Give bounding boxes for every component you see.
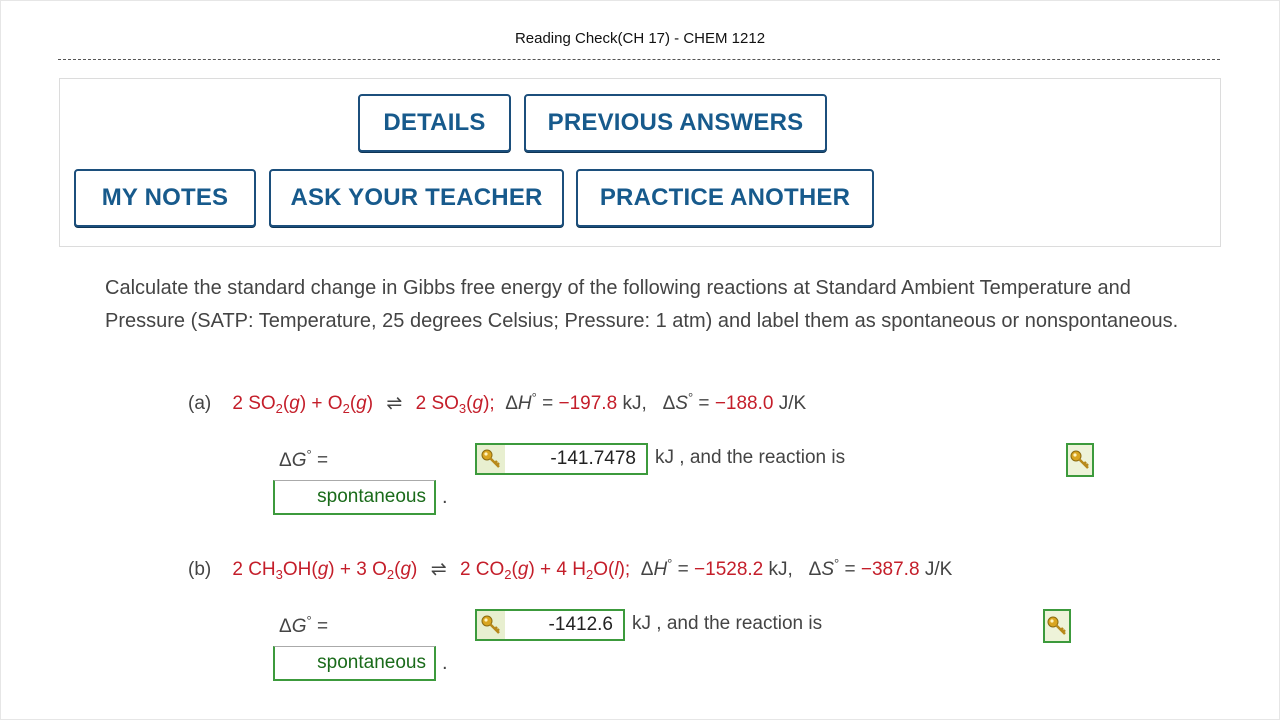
part-b-answer-field[interactable]: [475, 609, 625, 641]
equilibrium-arrow-icon: ⇌: [430, 559, 447, 580]
key-icon: [477, 445, 505, 473]
part-b-reaction: (b) 2 $CH_3OH(g) + 3$ $O_2(g)$ ⇌ 2 $CO_2(g) + 4$ $H_2O(l)$; ΔH° = −1528.2 kJ, ΔS° = −387.8 J/K: [188, 556, 953, 582]
part-a-dh-unit: kJ,: [622, 393, 647, 414]
part-a-ds-value: −188.0: [714, 393, 774, 414]
assignment-header: [0, 30, 1280, 48]
part-b-label: (b): [188, 559, 212, 580]
details-button[interactable]: DETAILS: [358, 94, 511, 152]
part-b-dh-unit: kJ,: [768, 559, 793, 580]
key-icon: [1043, 609, 1071, 643]
practice-another-button[interactable]: PRACTICE ANOTHER: [576, 169, 874, 227]
part-a-dg-label: ΔG° =: [279, 447, 329, 471]
assignment-title: Reading Check: [514, 30, 618, 47]
part-b-ds-unit: J/K: [924, 559, 953, 580]
part-b-dg-label: ΔG° =: [279, 613, 329, 637]
part-a-label: (a): [188, 393, 212, 414]
part-a-period: .: [442, 486, 448, 508]
part-a-spontaneity-select[interactable]: [273, 480, 436, 515]
part-a-answer-field[interactable]: [475, 443, 648, 475]
key-icon: [1066, 443, 1094, 477]
part-a-reaction: (a) 2 $SO_2(g) + O_2(g)$ ⇌ 2 $SO_3(g)$; ΔH° = −197.8 kJ, ΔS° = −188.0 J/K: [188, 390, 807, 416]
part-a-answer-unit: kJ , and the reaction is: [655, 447, 846, 468]
header-divider: [58, 59, 1220, 60]
equilibrium-arrow-icon: ⇌: [386, 393, 403, 414]
part-a-ds-unit: J/K: [778, 393, 807, 414]
key-icon: [477, 611, 505, 639]
previous-answers-button[interactable]: PREVIOUS ANSWERS: [524, 94, 827, 152]
part-b-ds-value: −387.8: [860, 559, 920, 580]
part-b-dh-value: −1528.2: [694, 559, 764, 580]
question-toolbar: [59, 78, 1221, 247]
part-b-answer-value: -1412.6: [548, 614, 613, 635]
ask-your-teacher-button[interactable]: ASK YOUR TEACHER: [269, 169, 564, 227]
part-b-answer-unit: kJ , and the reaction is: [632, 613, 823, 634]
part-a-spontaneity-value: spontaneous: [317, 486, 426, 507]
part-b-spontaneity-select[interactable]: [273, 646, 436, 681]
course-name: (CH 17) - CHEM 1212: [617, 30, 766, 47]
question-text: Calculate the standard change in Gibbs free energy of the following reactions at Standard Ambient Temperature and Pressure (SATP: Temperature, 25 degrees Celsius; Pressure: 1 atm) and label them as spontaneous or nonspontaneous.: [105, 277, 1179, 332]
part-b-spontaneity-value: spontaneous: [317, 652, 426, 673]
part-b-period: .: [442, 652, 448, 674]
part-a-answer-value: -141.7478: [550, 448, 636, 469]
part-a-dh-value: −197.8: [558, 393, 618, 414]
my-notes-button[interactable]: MY NOTES: [74, 169, 256, 227]
